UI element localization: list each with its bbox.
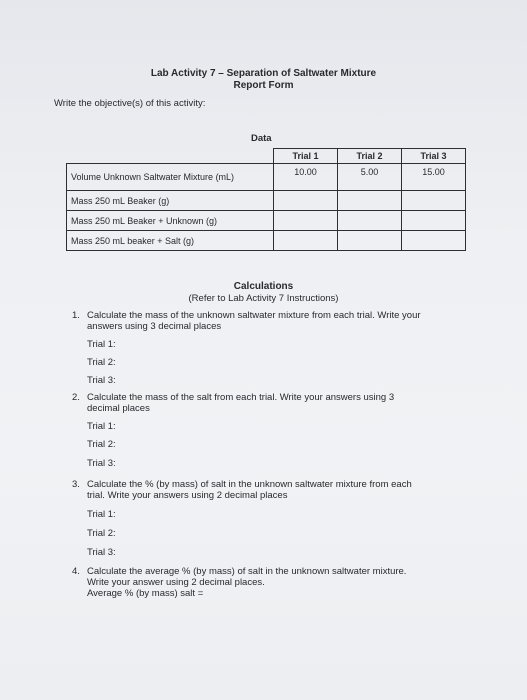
question-number: 4. xyxy=(72,566,80,577)
cell-value[interactable]: 5.00 xyxy=(338,164,402,191)
average-answer-label: Average % (by mass) salt = xyxy=(87,588,204,599)
question-text: Calculate the mass of the unknown saltwater mixture from each trial. Write your xyxy=(87,310,421,321)
cell-value[interactable] xyxy=(338,231,402,251)
header-trial-2: Trial 2 xyxy=(338,149,402,164)
row-label: Volume Unknown Saltwater Mixture (mL) xyxy=(67,164,274,191)
cell-value[interactable] xyxy=(274,191,338,211)
trial-answer-label: Trial 2: xyxy=(87,357,116,368)
cell-value[interactable] xyxy=(402,231,466,251)
cell-value[interactable] xyxy=(338,211,402,231)
question-text: trial. Write your answers using 2 decimal places xyxy=(87,490,288,501)
objective-prompt: Write the objective(s) of this activity: xyxy=(54,98,206,109)
data-table-header-row xyxy=(67,149,466,164)
question-text: answers using 3 decimal places xyxy=(87,321,222,332)
question-text: Calculate the mass of the salt from each trial. Write your answers using 3 xyxy=(87,392,395,403)
row-label: Mass 250 mL beaker + Salt (g) xyxy=(67,231,274,251)
row-label: Mass 250 mL Beaker + Unknown (g) xyxy=(67,211,274,231)
question-text: Calculate the % (by mass) of salt in the unknown saltwater mixture from each xyxy=(87,479,412,490)
cell-value[interactable] xyxy=(338,191,402,211)
question-number: 2. xyxy=(72,392,80,403)
trial-answer-label: Trial 1: xyxy=(87,509,116,520)
trial-answer-label: Trial 3: xyxy=(87,547,116,558)
cell-value[interactable] xyxy=(402,211,466,231)
trial-answer-label: Trial 2: xyxy=(87,439,116,450)
trial-answer-label: Trial 1: xyxy=(87,339,116,350)
trial-answer-label: Trial 1: xyxy=(87,421,116,432)
header-blank-cell xyxy=(67,149,274,164)
question-number: 1. xyxy=(72,310,80,321)
trial-answer-label: Trial 3: xyxy=(87,375,116,386)
page-subtitle: Report Form xyxy=(233,80,294,91)
table-row xyxy=(67,164,466,191)
question-text: Write your answer using 2 decimal places. xyxy=(87,577,265,588)
trial-answer-label: Trial 2: xyxy=(87,528,116,539)
page-title: Lab Activity 7 – Separation of Saltwater Mixture xyxy=(150,68,377,79)
trial-answer-label: Trial 3: xyxy=(87,458,116,469)
row-label: Mass 250 mL Beaker (g) xyxy=(67,191,274,211)
header-trial-1: Trial 1 xyxy=(274,149,338,164)
data-heading: Data xyxy=(251,133,272,144)
question-text: decimal places xyxy=(87,403,150,414)
calculations-heading: Calculations xyxy=(233,281,294,292)
header-trial-3: Trial 3 xyxy=(402,149,466,164)
cell-value[interactable] xyxy=(402,191,466,211)
cell-value[interactable]: 10.00 xyxy=(274,164,338,191)
data-table xyxy=(66,148,466,251)
calculations-subheading: (Refer to Lab Activity 7 Instructions) xyxy=(188,293,339,304)
table-row xyxy=(67,211,466,231)
cell-value[interactable]: 15.00 xyxy=(402,164,466,191)
cell-value[interactable] xyxy=(274,211,338,231)
cell-value[interactable] xyxy=(274,231,338,251)
table-row xyxy=(67,231,466,251)
table-row xyxy=(67,191,466,211)
question-text: Calculate the average % (by mass) of salt in the unknown saltwater mixture. xyxy=(87,566,407,577)
question-number: 3. xyxy=(72,479,80,490)
